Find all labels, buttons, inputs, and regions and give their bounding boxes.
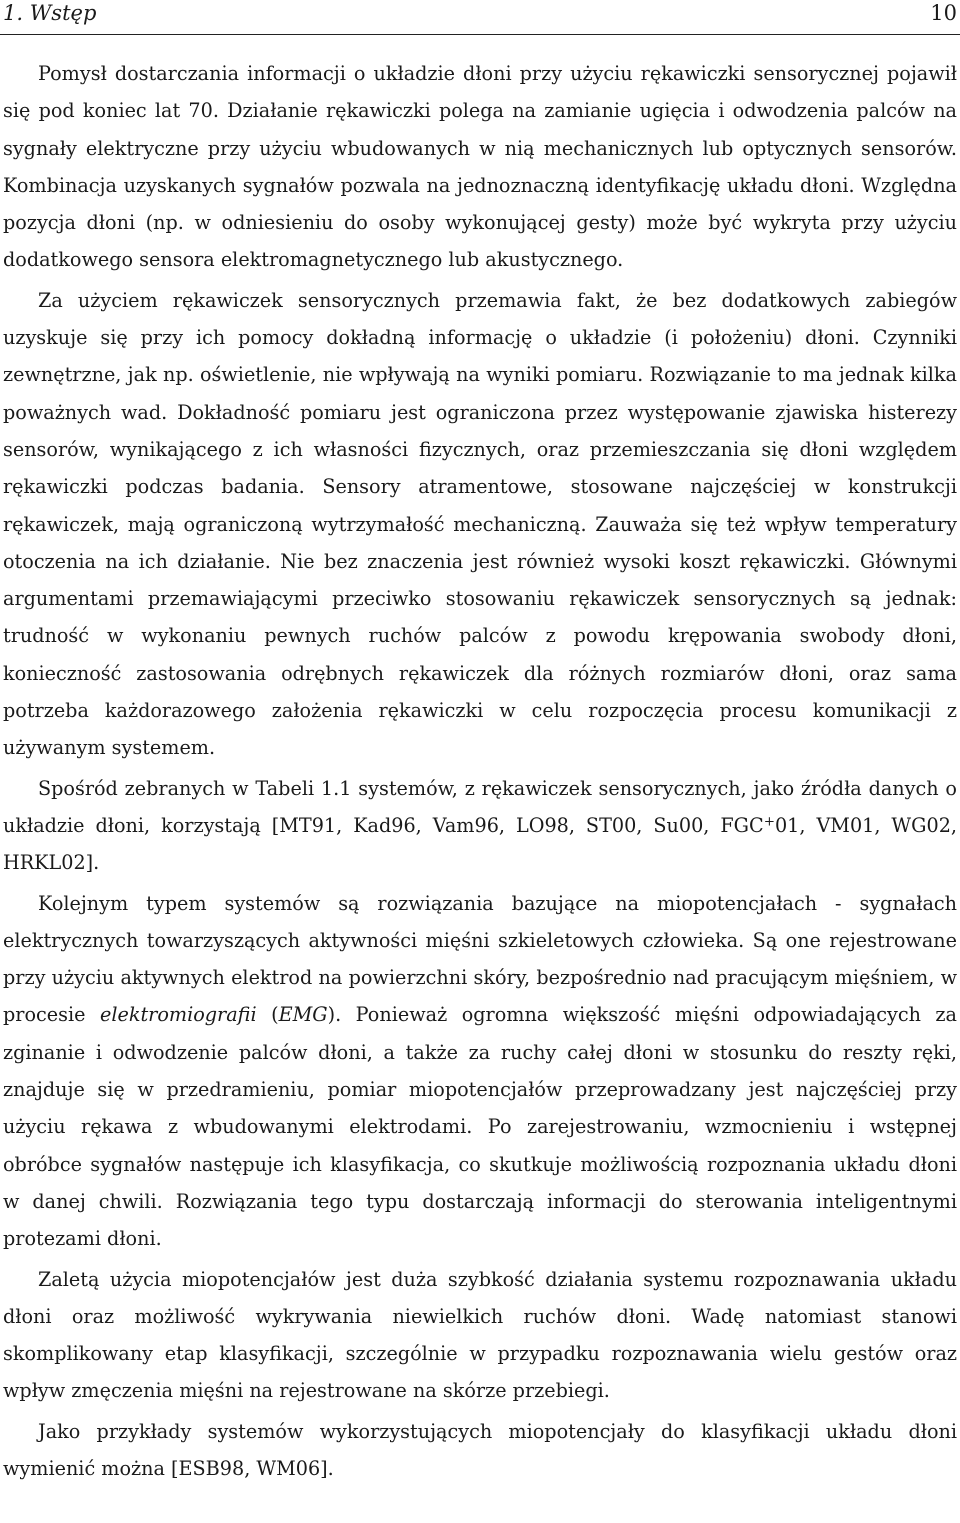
myopotentials-text-start: Kolejnym typem systemów są rozwiązania bazujące na miopotencjałach - sygnałach elektrycznych towarzyszących aktywności mięśni szkieletowych człowieka. Są one rejestrowane przy użyciu aktywnych elektrod na powierzchni skóry, bezpośrednio nad pracującym mięśniem, w procesie — [3, 891, 957, 1027]
myopotentials-text-mid: ( — [256, 1003, 279, 1027]
chapter-title: 1. Wstęp — [3, 1, 97, 25]
citation-text-end: 01, VM01, WG02, HRKL02]. — [3, 813, 957, 875]
superscript-plus: + — [763, 814, 775, 830]
paragraph-myopotentials-pros-cons: Zaletą użycia miopotencjałów jest duża szybkość działania systemu rozpoznawania układu dłoni oraz możliwość wykrywania niewielkich ruchów dłoni. Wadę natomiast stanowi skomplikowany etap klasyfikacji, szczególnie w przypadku rozpoznawania wielu gestów oraz wpływ zmęczenia mięśni na rejestrowane na skórze przebiegi. — [3, 1267, 957, 1403]
paragraph-myopotentials-examples: Jako przykłady systemów wykorzystujących miopotencjały do klasyfikacji układu dłoni wymienić można [ESB98, WM06]. — [3, 1419, 957, 1480]
body-text — [3, 55, 957, 1490]
citation-text-start: Spośród zebranych w Tabeli 1.1 systemów, z rękawiczek sensorycznych, jako źródła danych o układzie dłoni, korzystają [MT91, Kad96, Vam96, LO98, ST00, Su00, FGC — [3, 776, 957, 837]
myopotentials-text-end: ). Ponieważ ogromna większość mięśni odpowiadających za zginanie i odwodzenie palców dłoni, a także za ruchy całej dłoni w stosunku do reszty ręki, znajduje się w przedramieniu, pomiar miopotencjałów przeprowadzany jest najczęściej przy użyciu rękawa z wbudowanymi elektrodami. Po zarejestrowaniu, wzmocnieniu i wstępnej obróbce sygnałów następuje ich klasyfikacja, co skutkuje możliwością rozpoznania układu dłoni w danej chwili. Rozwiązania tego typu dostarczają informacji do sterowania inteligentnymi protezami dłoni. — [3, 1003, 957, 1251]
paragraph-sensor-glove-citations — [3, 770, 957, 882]
paragraph-sensor-glove-pros-cons: Za użyciem rękawiczek sensorycznych przemawia fakt, że bez dodatkowych zabiegów uzyskuje się przy ich pomocy dokładną informację o układzie (i położeniu) dłoni. Czynniki zewnętrzne, jak np. oświetlenie, nie wpływają na wyniki pomiaru. Rozwiązanie to ma jednak kilka poważnych wad. Dokładność pomiaru jest ograniczona przez występowanie zjawiska histerezy sensorów, wynikającego z ich własności fizycznych, oraz przemieszczania się dłoni względem rękawiczki podczas badania. Sensory atramentowe, stosowane najczęściej w konstrukcji rękawiczek, mają ograniczoną wytrzymałość mechaniczną. Zauważa się też wpływ temperatury otoczenia na ich działanie. Nie bez znaczenia jest również wysoki koszt rękawiczki. Głównymi argumentami przemawiającymi przeciwko stosowaniu rękawiczek sensorycznych są jednak: trudność w wykonaniu pewnych ruchów palców z powodu krępowania swobody dłoni, konieczność zastosowania odrębnych rękawiczek dla różnych rozmiarów dłoni, oraz sama potrzeba każdorazowego założenia rękawiczki w celu rozpoczęcia procesu komunikacji z używanym systemem. — [3, 288, 957, 760]
running-header — [0, 0, 960, 35]
emphasized-term: elektromiografii — [99, 1003, 257, 1027]
paragraph-sensor-glove-intro: Pomysł dostarczania informacji o układzie dłoni przy użyciu rękawiczki sensorycznej pojawił się pod koniec lat 70. Działanie rękawiczki polega na zamianie ugięcia i odwodzenia palców na sygnały elektryczne przy użyciu wbudowanych w nią mechanicznych lub optycznych sensorów. Kombinacja uzyskanych sygnałów pozwala na jednoznaczną identyfikację układu dłoni. Względna pozycja dłoni (np. w odniesieniu do osoby wykonującej gesty) może być wykryta przy użyciu dodatkowego sensora elektromagnetycznego lub akustycznego. — [3, 62, 957, 272]
paragraph-myopotentials — [3, 885, 957, 1258]
emphasized-abbreviation: EMG — [278, 1003, 328, 1027]
page-number: 10 — [930, 1, 957, 25]
